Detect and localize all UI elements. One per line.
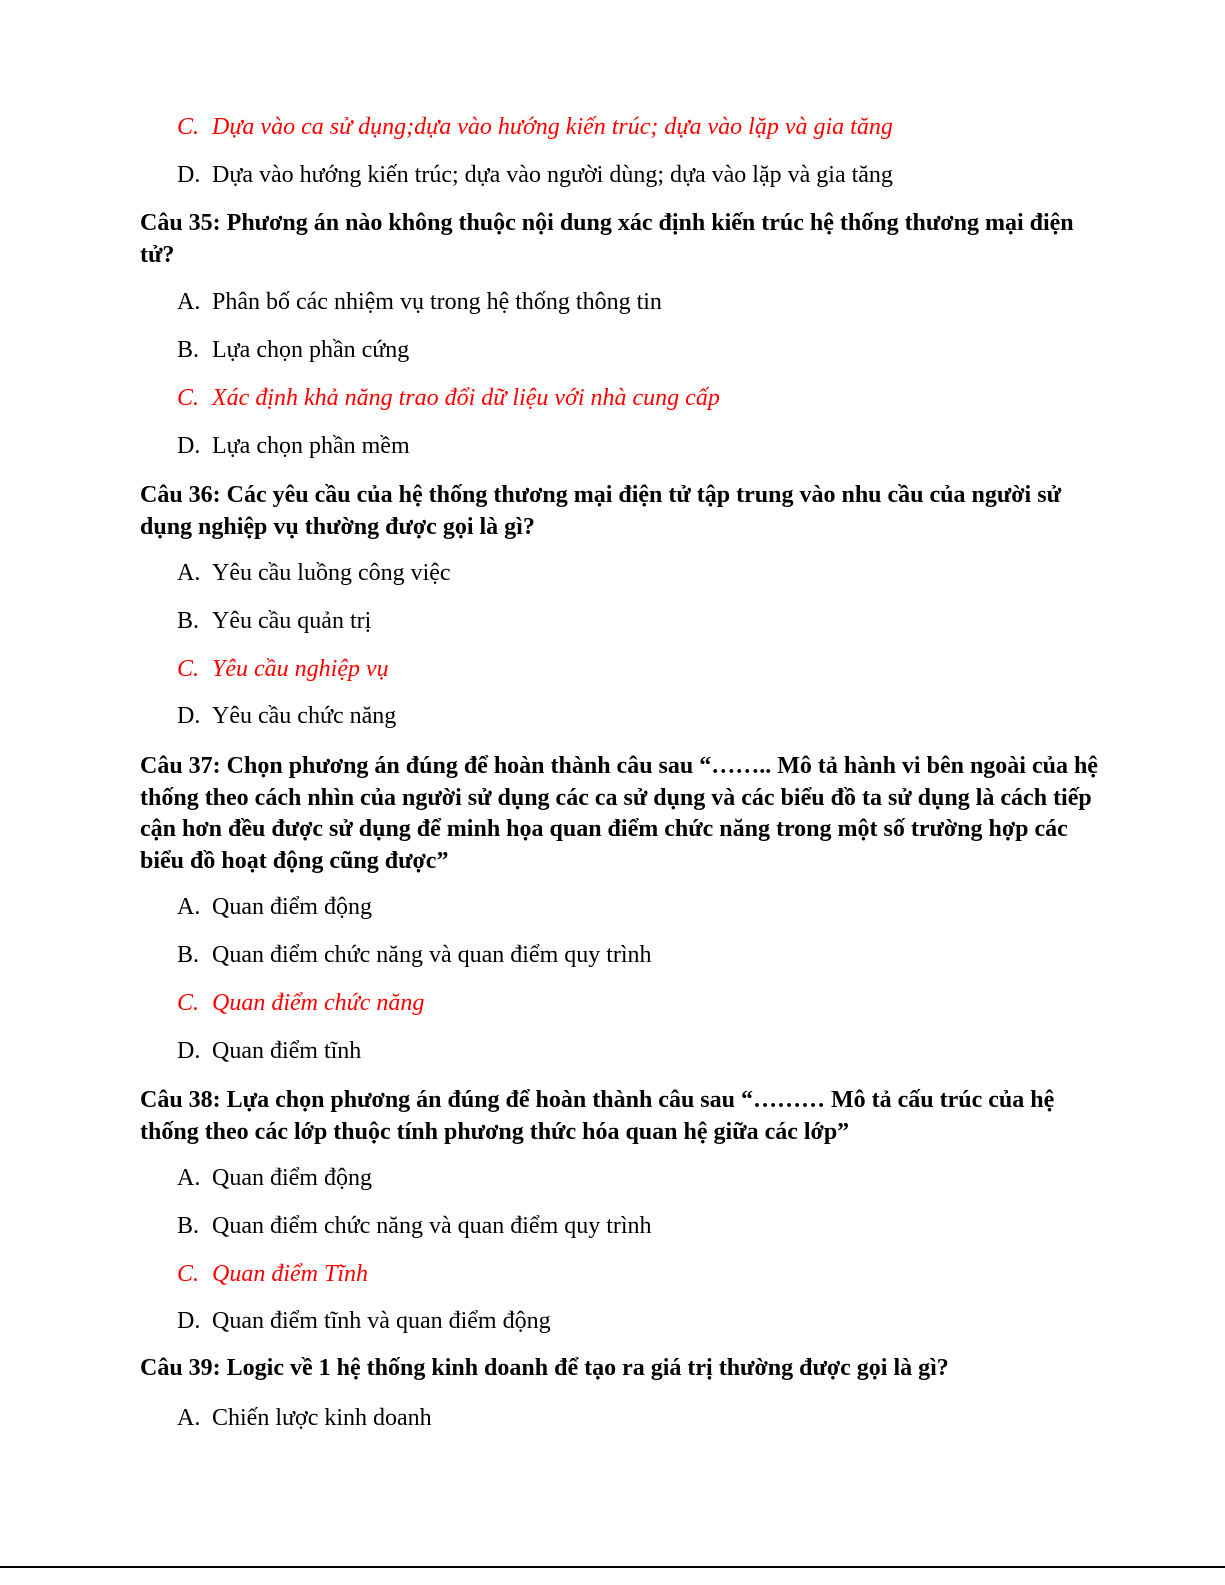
question-36: Câu 36: Các yêu cầu của hệ thống thương mại điện tử tập trung vào nhu cầu của người sử dụng nghiệp vụ thường được gọi là gì?: [140, 482, 1061, 540]
q35-option-b: [177, 335, 409, 365]
option-letter: C.: [177, 1261, 200, 1287]
option-letter: B.: [177, 942, 200, 968]
q36-option-d: [177, 701, 396, 731]
option-letter: A.: [177, 1405, 201, 1431]
option-letter: D.: [177, 1038, 201, 1064]
option-text: Yêu cầu nghiệp vụ: [212, 656, 389, 682]
q35-option-d: [177, 431, 410, 461]
option-letter: C.: [177, 656, 200, 682]
option-text: Quan điểm tĩnh: [212, 1038, 362, 1064]
option-letter: D.: [177, 1308, 201, 1334]
q37-option-c-answer: [177, 988, 424, 1018]
option-text: Xác định khả năng trao đổi dữ liệu với nhà cung cấp: [212, 385, 720, 411]
option-text: Yêu cầu chức năng: [212, 703, 397, 729]
option-d-prev: [177, 160, 893, 190]
option-letter: C.: [177, 385, 200, 411]
option-text: Yêu cầu luồng công việc: [212, 560, 451, 586]
option-letter: D.: [177, 433, 201, 459]
option-text: Chiến lược kinh doanh: [212, 1405, 432, 1431]
q37-option-b: [177, 940, 652, 970]
option-letter: D.: [177, 162, 201, 188]
q38-option-d: [177, 1306, 551, 1336]
option-letter: D.: [177, 703, 201, 729]
option-text: Lựa chọn phần mềm: [212, 433, 410, 459]
option-text: Lựa chọn phần cứng: [212, 337, 410, 363]
q38-option-a: [177, 1163, 372, 1193]
option-c-prev: [177, 112, 893, 142]
option-text: Quan điểm chức năng và quan điểm quy trình: [212, 1213, 652, 1239]
option-text: Phân bố các nhiệm vụ trong hệ thống thông tin: [212, 289, 662, 315]
option-letter: A.: [177, 289, 201, 315]
q36-option-b: [177, 606, 371, 636]
option-text: Dựa vào ca sử dụng;dựa vào hướng kiến trúc; dựa vào lặp và gia tăng: [212, 114, 893, 140]
page-bottom-divider: [0, 1566, 1225, 1568]
option-letter: C.: [177, 114, 200, 140]
option-letter: C.: [177, 990, 200, 1016]
q38-option-c-answer: [177, 1259, 368, 1289]
option-text: Dựa vào hướng kiến trúc; dựa vào người dùng; dựa vào lặp và gia tăng: [212, 162, 893, 188]
question-39: Câu 39: Logic về 1 hệ thống kinh doanh để tạo ra giá trị thường được gọi là gì?: [140, 1355, 949, 1381]
option-text: Quan điểm Tĩnh: [212, 1261, 368, 1287]
q35-option-c-answer: [177, 383, 720, 413]
question-35: Câu 35: Phương án nào không thuộc nội dung xác định kiến trúc hệ thống thương mại điện tử?: [140, 210, 1074, 268]
option-letter: B.: [177, 337, 200, 363]
q37-option-d: [177, 1036, 361, 1066]
q35-option-a: [177, 287, 662, 317]
q38-option-b: [177, 1211, 652, 1241]
q36-option-a: [177, 558, 451, 588]
option-text: Quan điểm chức năng và quan điểm quy trình: [212, 942, 652, 968]
option-letter: A.: [177, 894, 201, 920]
option-letter: B.: [177, 608, 200, 634]
q37-option-a: [177, 892, 372, 922]
option-text: Quan điểm động: [212, 1165, 372, 1191]
q36-option-c-answer: [177, 654, 389, 684]
option-text: Quan điểm động: [212, 894, 372, 920]
question-38: Câu 38: Lựa chọn phương án đúng để hoàn thành câu sau “……… Mô tả cấu trúc của hệ thống theo các lớp thuộc tính phương thức hóa quan hệ giữa các lớp”: [140, 1087, 1055, 1145]
option-text: Quan điểm chức năng: [212, 990, 425, 1016]
option-text: Quan điểm tĩnh và quan điểm động: [212, 1308, 551, 1334]
option-letter: B.: [177, 1213, 200, 1239]
question-37: Câu 37: Chọn phương án đúng để hoàn thành câu sau “…….. Mô tả hành vi bên ngoài của hệ thống theo cách nhìn của người sử dụng các ca sử dụng và các biểu đồ ta sử dụng là cách tiếp cận hơn đều được sử dụng để minh họa quan điểm chức năng trong một số trường hợp các biểu đồ hoạt động cũng được”: [140, 753, 1098, 874]
option-letter: A.: [177, 560, 201, 586]
option-letter: A.: [177, 1165, 201, 1191]
option-text: Yêu cầu quản trị: [212, 608, 372, 634]
q39-option-a: [177, 1403, 432, 1433]
